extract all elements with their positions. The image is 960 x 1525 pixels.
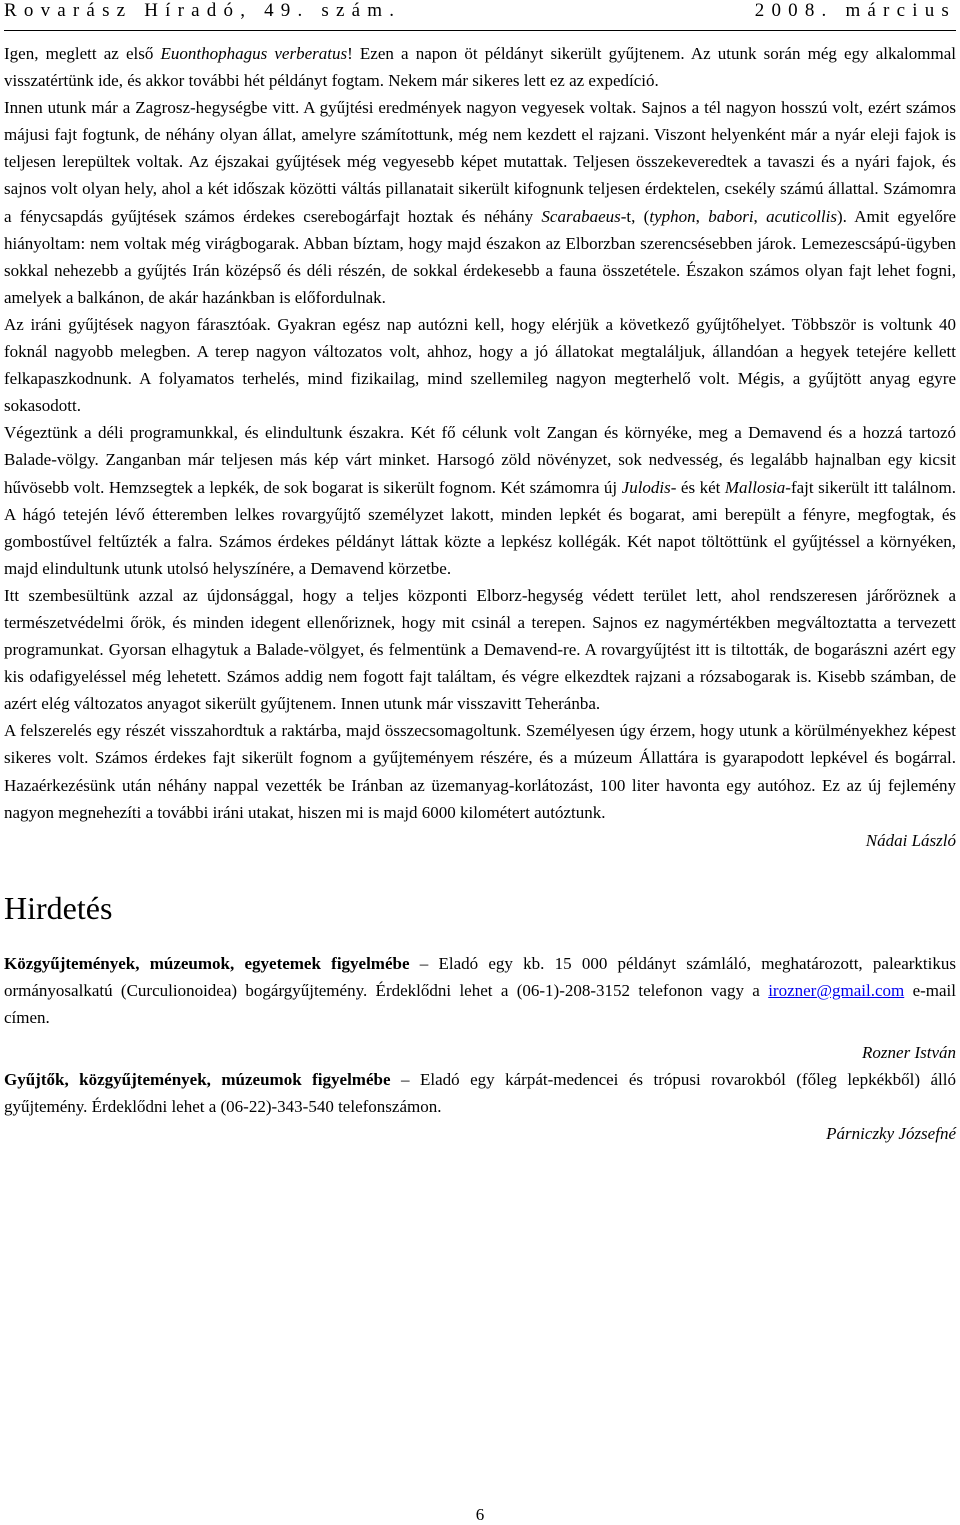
species-name: Euonthophagus verberatus [160, 44, 348, 63]
ad-1-title: Közgyűjtemények, múzeumok, egyetemek figyelmébe [4, 953, 410, 973]
paragraph-2: Innen utunk már a Zagrosz-hegységbe vitt. A gyűjtési eredmények nagyon vegyesek voltak. Sajnos a tél nagyon hosszú volt, ezért számos májusi fajt fogtunk, de néhány olyan állat, amelyre számítottunk, még nem kezdett el rajzani. Viszont helyenként már a nyár eleji fajok is teljesen lerepültek voltak. Az éjszakai gyűjtések még vegyesebb képet mutattak. Teljesen összekeveredtek a tavaszi és a nyári fajok, és sajnos volt olyan hely, ahol a két időszak közötti váltás pillanatait sikerült kifognunk teljesen érdektelen, csekély számú állattal. Számomra a fénycsapdás gyűjtések számos érdekes cserebogárfajt hoztak és néhány Scarabaeus-t, (typhon, babori, acuticollis). Amit egyelőre hiányoltam: nem voltak még virágbogarak. Abban bíztam, hogy majd északon az Elborzban szerencsésebben járok. Lemezescsápú-ügyben sokkal nehezebb a gyűjtés Irán középső és déli részén, de sokkal érdekesebb a fauna összetétele. Északon számos olyan fajt lehet fogni, amelyek a balkánon, de akár hazánkban is előfordulnak. [4, 98, 957, 307]
ad-2-title: Gyűjtők, közgyűjtemények, múzeumok figyelmébe [4, 1070, 391, 1090]
journal-issue: Rovarász Híradó, 49. szám. [4, 0, 402, 21]
issue-date: 2008. március [754, 0, 956, 21]
ad-1-signature: Rozner István [862, 1043, 956, 1063]
paragraph-4: Végeztünk a déli programunkkal, és elindultunk északra. Két fő célunk volt Zangan és környéke, meg a Demavend és a hozzá tartozó Balade-völgy. Zanganban már teljesen más kép várt minket. Harsogó zöld növényzet, sok nedvesség, és legalább hajnalban egy kicsit hűvösebb volt. Hemzsegtek a lepkék, de sok bogarat is sikerült fognom. Két számomra új Julodis- és két Mallosia-fajt sikerült itt találnom. A hágó tetején lévő étteremben lelkes rovargyűjtő személyzet lakott, minden lepkét és bogarat, ami berepült a fényre, megfogtak, és gombostűvel feltűzték a falra. Számos érdekes példányt láttak közte a lepkész kollégák. Két napot töltöttünk el gyűjtéssel a környéken, majd elindultunk utunk utolsó helyszínére, a Demavend körzetbe. [4, 423, 956, 578]
email-link[interactable]: irozner@gmail.com [768, 980, 905, 1000]
paragraph-6: A felszerelés egy részét visszahordtuk a raktárba, majd összecsomagoltunk. Személyesen úgy érzem, hogy utunk a körülményekhez képest sikeres volt. Számos érdekes fajt sikerült fognom a gyűjteményem részére, és a múzeum Állattára is gyarapodott lepkével és bogárral. Hazaérkezésünk után néhány nappal vezették be Iránban az üzemanyag-korlátozást, 100 liter havonta egy autóhoz. Ez az új fejlemény nagyon megnehezíti a további iráni utakat, hiszen mi is majd 6000 kilométert autóztunk. [4, 721, 956, 822]
ad-1: Közgyűjtemények, múzeumok, egyetemek figyelmébe – Eladó egy kb. 15 000 példányt számláló, meghatározott, palearktikus ormányosalkatú (Curculionoidea) bogárgyűjtemény. Érdeklődni lehet a (06-1)-208-3152 telefonon vagy a irozner@gmail.com e-mail címen. [4, 953, 957, 1027]
section-heading: Hirdetés [4, 889, 113, 926]
ad-2-signature: Párniczky Józsefné [826, 1124, 956, 1144]
author-signature: Nádai László [865, 830, 956, 850]
paragraph-3: Az iráni gyűjtések nagyon fárasztóak. Gyakran egész nap autózni kell, hogy elérjük a következő gyűjtőhelyet. Többször is voltunk 40 foknál nagyobb melegben. A terep nagyon változatos volt, ahhoz, hogy a jó állatokat megtaláljuk, állandóan a hegyek tetejére kellett felkapaszkodnunk. A folyamatos terhelés, mind fizikailag, mind szellemileg nagyon megterhelő volt. Mégis, a gyűjtött anyag egyre sokasodott. [4, 314, 956, 416]
ad-2: Gyűjtők, közgyűjtemények, múzeumok figyelmébe – Eladó egy kárpát-medencei és trópusi rovarokból (főleg lepkékből) álló gyűjtemény. Érdeklődni lehet a (06-22)-343-540 telefonszámon. [4, 1070, 957, 1117]
paragraph-5: Itt szembesültünk azzal az újdonsággal, hogy a teljes központi Elborz-hegység védett terület lett, ahol rendszeresen járőröznek a természetvédelmi őrök, és minden idegent ellenőriznek, hogy mit csinál a terepen. Sajnos ez nagymértékben megváltoztatta a tervezett programunkat. Gyorsan elhagytuk a Balade-völgyet, és felmentünk a Demavend-re. A rovargyűjtést itt is tiltották, de bogarászni azért egy kis odafigyeléssel még lehetett. Számos addig nem fogott fajt találtam, és végre elkezdtek rajzani a rózsabogarak is. Kisebb számban, de azért elég változatos anyagot sikerült gyűjtenem. Innen utunk már visszavitt Teheránba. [4, 585, 956, 714]
paragraph-1: Igen, meglett az első Euonthophagus verberatus! Ezen a napon öt példányt sikerült gyűjtenem. Az utunk során még egy alkalommal visszatértünk ide, és akkor további hét példányt fogtam. Nekem már sikeres lett ez az expedíció. [4, 44, 956, 91]
running-header [4, 0, 956, 31]
page-content [4, 40, 956, 1147]
page-number: 6 [475, 1505, 485, 1524]
genus-name: Scarabaeus [541, 206, 621, 226]
